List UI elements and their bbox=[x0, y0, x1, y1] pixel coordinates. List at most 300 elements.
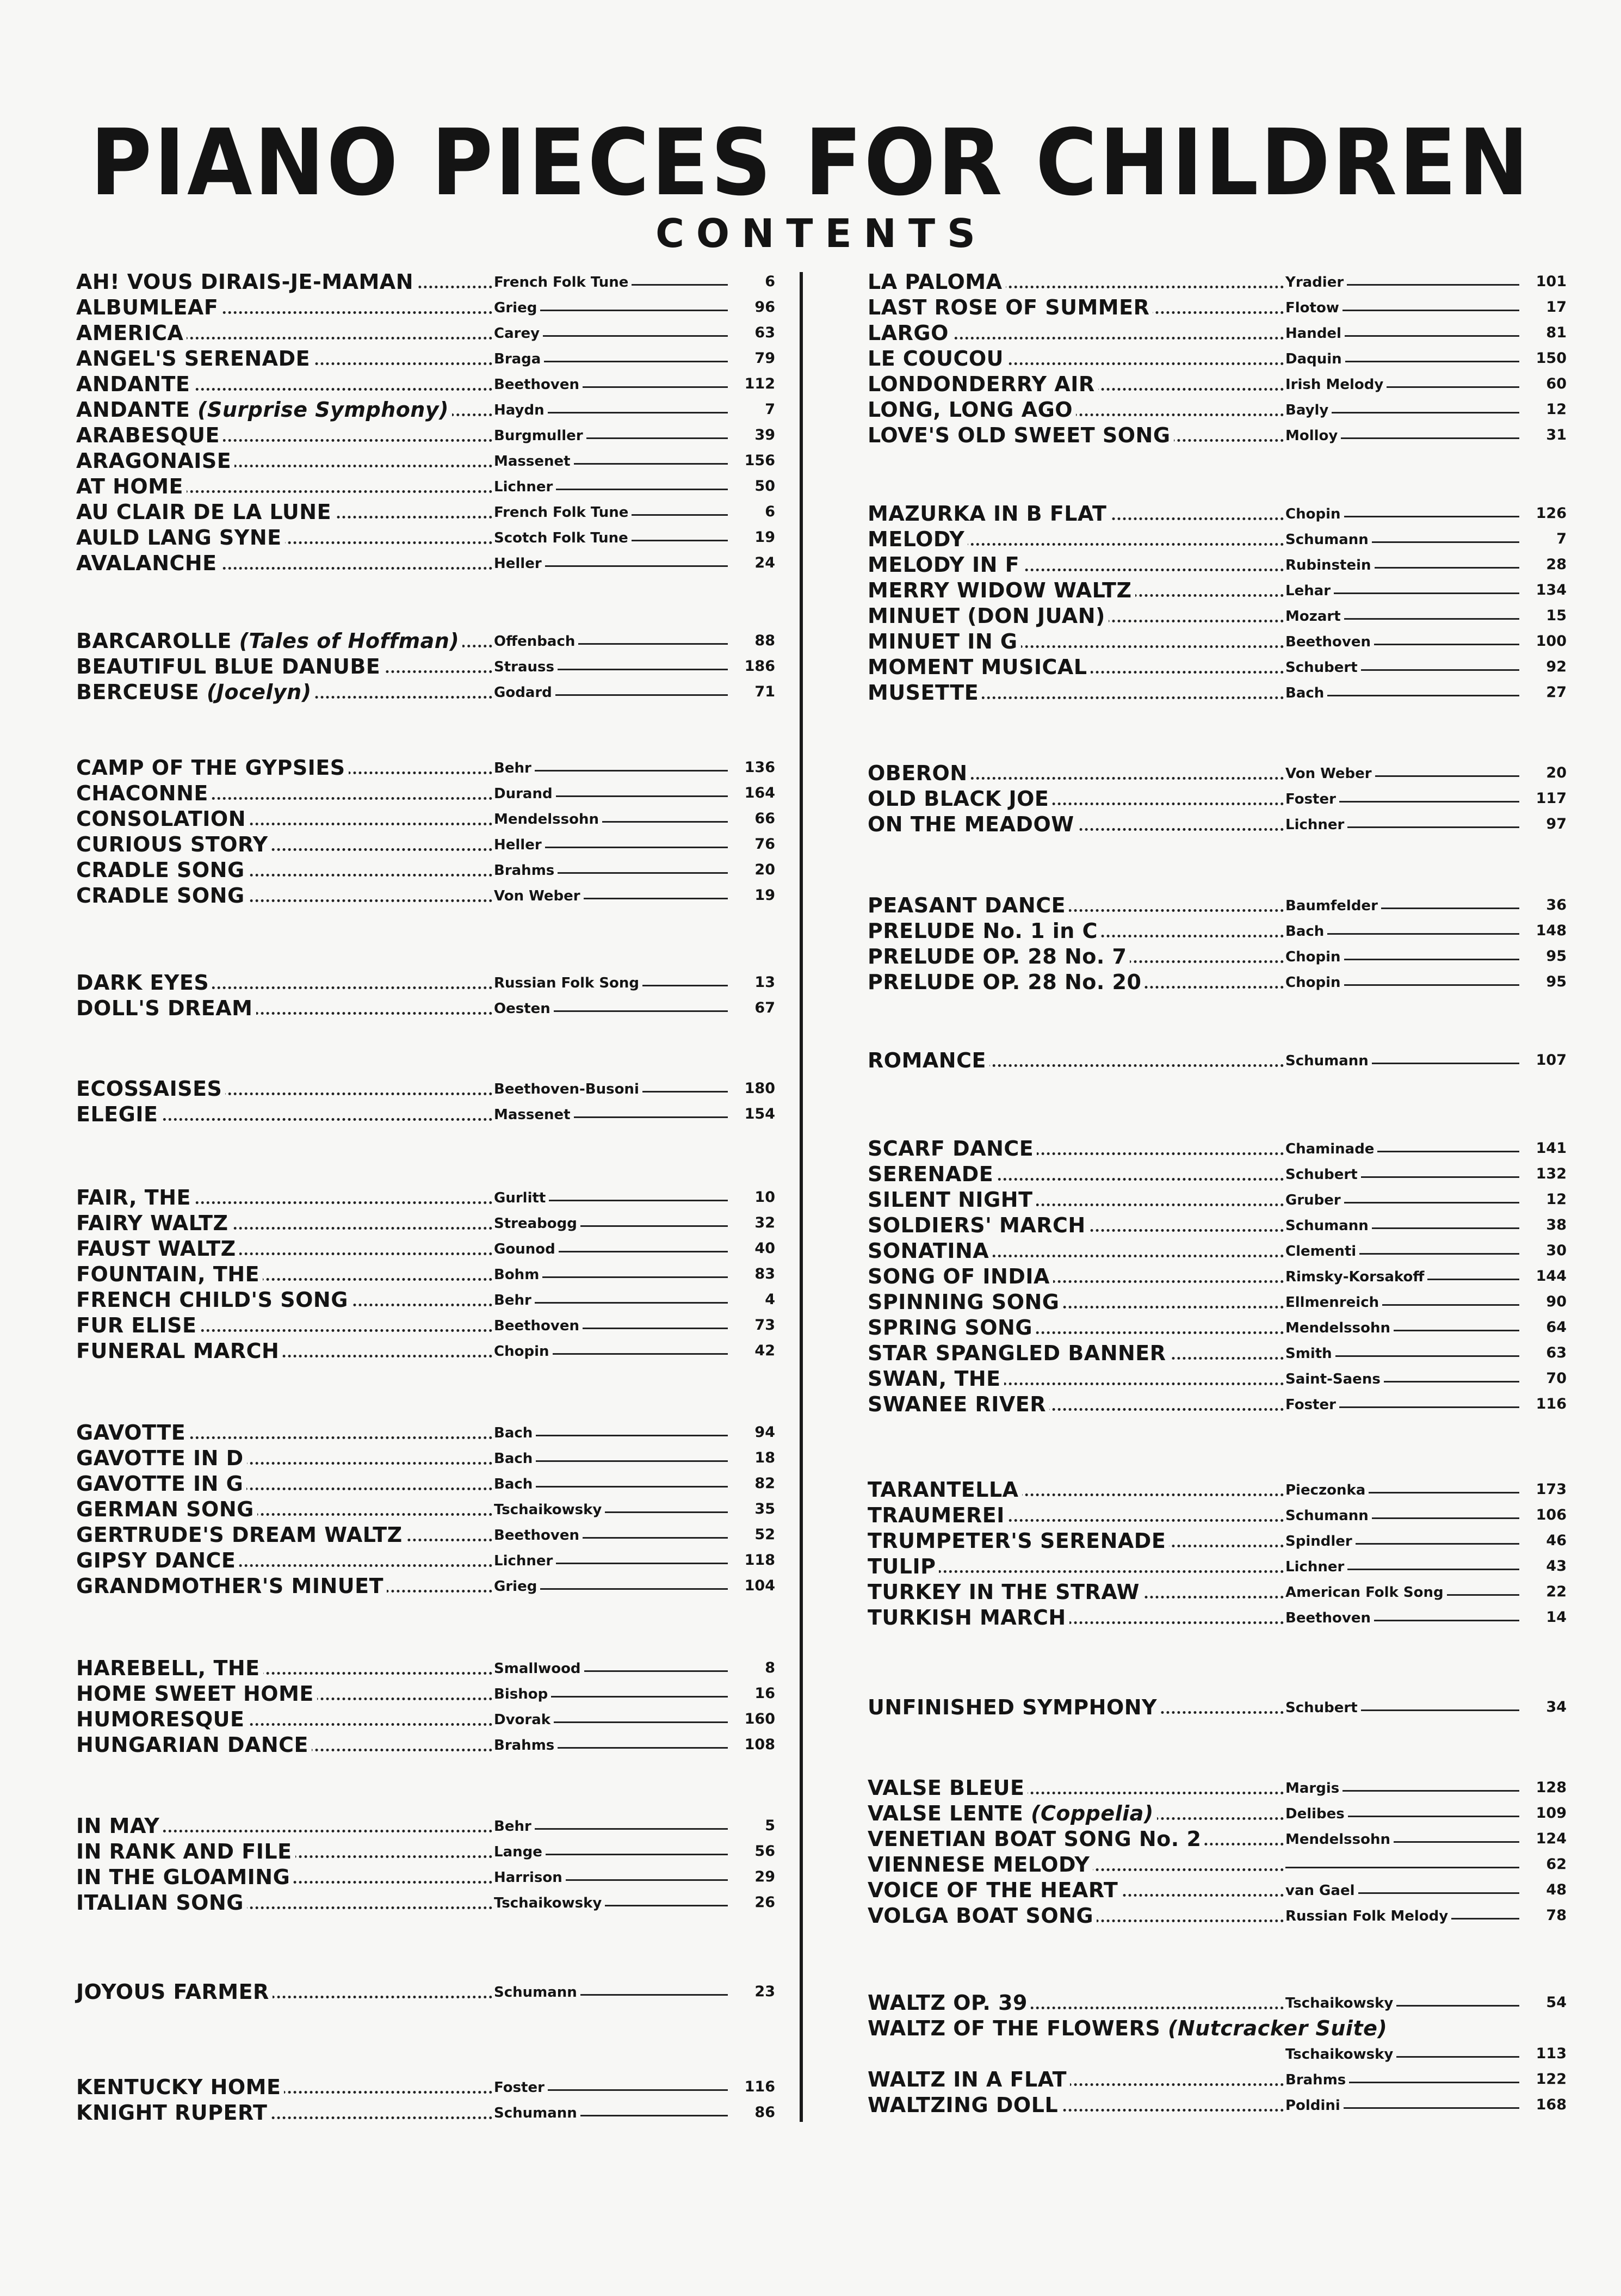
piece-title-text: FRENCH CHILD'S SONG bbox=[76, 1288, 348, 1312]
composer-name: Von Weber bbox=[1285, 766, 1375, 782]
piece-title bbox=[76, 832, 271, 856]
page-number: 112 bbox=[744, 375, 775, 392]
contents-entry bbox=[76, 472, 789, 498]
composer-name: Mendelssohn bbox=[494, 811, 602, 828]
contents-heading: CONTENTS bbox=[655, 211, 987, 256]
composer-name: Bach bbox=[494, 1476, 536, 1492]
contents-entry bbox=[76, 1286, 789, 1311]
piece-title-text: CRADLE SONG bbox=[76, 884, 245, 908]
contents-entry bbox=[868, 1211, 1580, 1237]
piece-title bbox=[868, 812, 1078, 836]
piece-title bbox=[76, 1980, 273, 2004]
contents-entry bbox=[76, 627, 789, 652]
composer-name: Schumann bbox=[494, 2105, 580, 2121]
contents-entry bbox=[76, 830, 789, 856]
piece-title bbox=[868, 655, 1091, 679]
page-number: 4 bbox=[765, 1291, 775, 1308]
page-number: 30 bbox=[1546, 1242, 1567, 1259]
piece-title-text: VOLGA BOAT SONG bbox=[868, 1904, 1094, 1928]
contents-entry bbox=[868, 1288, 1580, 1313]
contents-entry bbox=[868, 1365, 1580, 1390]
piece-title-text: ARAGONAISE bbox=[76, 449, 232, 473]
piece-title bbox=[868, 1392, 1049, 1416]
page-number: 56 bbox=[754, 1843, 775, 1860]
contents-group bbox=[868, 268, 1580, 447]
contents-entry bbox=[76, 498, 789, 523]
piece-title-text: FUNERAL MARCH bbox=[76, 1339, 280, 1363]
piece-title-text: MELODY IN F bbox=[868, 553, 1020, 577]
composer-name: Strauss bbox=[494, 659, 558, 675]
piece-title bbox=[76, 372, 193, 396]
composer-name: Molloy bbox=[1285, 428, 1341, 444]
piece-title-text: ANGEL'S SERENADE bbox=[76, 347, 311, 371]
piece-title-text: SPINNING SONG bbox=[868, 1290, 1060, 1314]
composer-name: Bach bbox=[1285, 685, 1327, 701]
contents-entry bbox=[868, 810, 1580, 836]
page-number: 136 bbox=[744, 759, 775, 776]
piece-title-text: SILENT NIGHT bbox=[868, 1188, 1033, 1212]
contents-entry bbox=[868, 1339, 1580, 1365]
composer-name: Massenet bbox=[494, 1107, 574, 1123]
composer-name: Heller bbox=[494, 837, 545, 853]
contents-entry bbox=[868, 1850, 1580, 1876]
piece-title-text: LARGO bbox=[868, 321, 949, 345]
composer-name: Ellmenreich bbox=[1285, 1294, 1382, 1311]
contents-entry bbox=[868, 1825, 1580, 1850]
piece-title bbox=[76, 295, 221, 319]
page-number: 50 bbox=[754, 478, 775, 495]
piece-title bbox=[76, 474, 187, 498]
page-number: 122 bbox=[1536, 2071, 1567, 2088]
piece-title-text: GERTRUDE'S DREAM WALTZ bbox=[76, 1523, 403, 1547]
page-number: 22 bbox=[1546, 1583, 1567, 1600]
contents-entry bbox=[76, 549, 789, 575]
page-number: 101 bbox=[1536, 273, 1567, 290]
page-number: 12 bbox=[1546, 1191, 1567, 1208]
piece-title bbox=[76, 1733, 312, 1757]
contents-entry bbox=[868, 396, 1580, 421]
composer-name: Tschaikowsky bbox=[1285, 1995, 1396, 2011]
piece-title bbox=[868, 1048, 989, 1072]
composer-name: Handel bbox=[1285, 325, 1345, 342]
contents-entry bbox=[868, 1134, 1580, 1160]
page-number: 20 bbox=[1546, 764, 1567, 781]
piece-title bbox=[76, 996, 256, 1020]
piece-title-text: VENETIAN BOAT SONG No. 2 bbox=[868, 1827, 1202, 1851]
composer-name: Behr bbox=[494, 1818, 535, 1835]
composer-name: Saint-Saens bbox=[1285, 1371, 1384, 1387]
composer-name: Smith bbox=[1285, 1345, 1335, 1362]
contents-entry bbox=[868, 1799, 1580, 1825]
composer-name: Schumann bbox=[1285, 1508, 1372, 1524]
contents-entry bbox=[868, 653, 1580, 678]
piece-title bbox=[868, 1503, 1008, 1527]
piece-title-text: CONSOLATION bbox=[76, 807, 246, 831]
contents-entry bbox=[868, 1046, 1580, 1072]
composer-name: Von Weber bbox=[494, 888, 584, 904]
contents-entry bbox=[76, 1863, 789, 1888]
contents-entry bbox=[868, 891, 1580, 917]
composer-name: Dvorak bbox=[494, 1712, 554, 1728]
piece-title bbox=[76, 1891, 247, 1915]
piece-title-text: SONG OF INDIA bbox=[868, 1264, 1050, 1288]
contents-group bbox=[76, 2073, 789, 2124]
page-number: 141 bbox=[1536, 1140, 1567, 1157]
page-number: 19 bbox=[754, 529, 775, 546]
composer-name: Tschaikowsky bbox=[1285, 2046, 1396, 2063]
page-number: 52 bbox=[754, 1526, 775, 1543]
contents-entry bbox=[76, 1260, 789, 1286]
contents-group bbox=[868, 1989, 1580, 2116]
page-number: 17 bbox=[1546, 299, 1567, 316]
composer-name: Scotch Folk Tune bbox=[494, 530, 632, 546]
piece-title-text: WALTZING DOLL bbox=[868, 2093, 1059, 2117]
composer-name: Schumann bbox=[494, 1984, 580, 2001]
page-number: 82 bbox=[754, 1475, 775, 1492]
piece-title-text: LAST ROSE OF SUMMER bbox=[868, 295, 1150, 319]
contents-entry bbox=[76, 1546, 789, 1572]
contents-entry bbox=[76, 805, 789, 830]
piece-title-text: ECOSSAISES bbox=[76, 1077, 222, 1101]
contents-entry bbox=[76, 1837, 789, 1863]
piece-title bbox=[76, 756, 349, 780]
piece-title-text: GAVOTTE bbox=[76, 1421, 186, 1445]
piece-title-text: OLD BLACK JOE bbox=[868, 787, 1049, 811]
contents-group bbox=[76, 268, 789, 575]
piece-title-text: BEAUTIFUL BLUE DANUBE bbox=[76, 655, 381, 678]
page-number: 34 bbox=[1546, 1699, 1567, 1715]
page-number: 63 bbox=[754, 324, 775, 341]
page-number: 62 bbox=[1546, 1856, 1567, 1873]
piece-title-text: LOVE'S OLD SWEET SONG bbox=[868, 423, 1171, 447]
contents-entry bbox=[868, 319, 1580, 344]
page-number: 79 bbox=[754, 350, 775, 367]
page-number: 83 bbox=[754, 1266, 775, 1282]
composer-name: Chopin bbox=[1285, 974, 1344, 991]
piece-title-text: WALTZ IN A FLAT bbox=[868, 2067, 1067, 2091]
piece-title bbox=[868, 1316, 1036, 1340]
piece-title bbox=[76, 1497, 257, 1521]
page-number: 76 bbox=[754, 836, 775, 853]
piece-title bbox=[868, 761, 971, 785]
page-number: 7 bbox=[765, 401, 775, 418]
piece-title bbox=[868, 398, 1076, 422]
composer-name: Lichner bbox=[1285, 1559, 1347, 1575]
composer-name: Bayly bbox=[1285, 402, 1332, 418]
piece-title bbox=[868, 1853, 1093, 1877]
composer-name: Haydn bbox=[494, 402, 548, 418]
piece-title bbox=[76, 1237, 239, 1261]
piece-title-text: KNIGHT RUPERT bbox=[76, 2101, 268, 2125]
piece-title bbox=[868, 1290, 1063, 1314]
page-number: 70 bbox=[1546, 1370, 1567, 1387]
piece-title-text: CURIOUS STORY bbox=[76, 832, 268, 856]
page-number: 26 bbox=[754, 1894, 775, 1911]
piece-title bbox=[868, 919, 1101, 943]
piece-title bbox=[868, 1162, 997, 1186]
contents-group bbox=[868, 891, 1580, 993]
piece-title-text: SOLDIERS' MARCH bbox=[868, 1213, 1086, 1237]
piece-title-text: IN MAY bbox=[76, 1814, 160, 1838]
page-number: 18 bbox=[754, 1449, 775, 1466]
piece-title bbox=[76, 1865, 293, 1889]
composer-name: Margis bbox=[1285, 1780, 1342, 1797]
page-number: 36 bbox=[1546, 897, 1567, 914]
composer-name: Delibes bbox=[1285, 1806, 1348, 1822]
page-number: 13 bbox=[754, 974, 775, 991]
composer-name: Burgmuller bbox=[494, 428, 586, 444]
contents-entry bbox=[76, 1495, 789, 1521]
contents-group bbox=[76, 627, 789, 703]
piece-title-text: FAIRY WALTZ bbox=[76, 1211, 228, 1235]
page-number: 78 bbox=[1546, 1907, 1567, 1924]
piece-title bbox=[76, 2101, 270, 2125]
composer-name: Beethoven-Busoni bbox=[494, 1081, 642, 1097]
page-number: 113 bbox=[1536, 2045, 1567, 2062]
piece-title-text: VIENNESE MELODY bbox=[868, 1853, 1090, 1877]
piece-title-text: LONG, LONG AGO bbox=[868, 398, 1073, 422]
contents-group bbox=[76, 754, 789, 907]
piece-title bbox=[868, 1991, 1031, 2015]
piece-title-text: VALSE LENTE bbox=[868, 1801, 1024, 1825]
piece-title bbox=[868, 321, 952, 345]
page-number: 15 bbox=[1546, 607, 1567, 624]
piece-title-text: BERCEUSE bbox=[76, 680, 200, 704]
piece-title bbox=[868, 2016, 1390, 2040]
piece-title bbox=[76, 398, 452, 422]
piece-title bbox=[76, 1077, 225, 1101]
composer-name: Lichner bbox=[494, 1553, 556, 1569]
contents-entry bbox=[868, 1902, 1580, 1927]
page-number: 95 bbox=[1546, 948, 1567, 965]
page-number: 150 bbox=[1536, 350, 1567, 367]
piece-title bbox=[868, 1264, 1053, 1288]
contents-entry bbox=[76, 1705, 789, 1731]
piece-title bbox=[76, 1313, 200, 1337]
piece-title bbox=[76, 1840, 295, 1863]
piece-title-text: PRELUDE No. 1 in C bbox=[868, 919, 1098, 943]
page-number: 86 bbox=[754, 2104, 775, 2121]
piece-title bbox=[868, 1580, 1143, 1604]
page-number: 5 bbox=[765, 1817, 775, 1834]
page-number: 128 bbox=[1536, 1779, 1567, 1796]
contents-entry bbox=[76, 754, 789, 779]
piece-title-text: HOME SWEET HOME bbox=[76, 1682, 314, 1706]
piece-title bbox=[76, 971, 212, 995]
contents-entry bbox=[76, 1209, 789, 1235]
page-number: 43 bbox=[1546, 1558, 1567, 1575]
page-number: 104 bbox=[744, 1577, 775, 1594]
contents-entry bbox=[76, 1075, 789, 1100]
piece-title-text: TARANTELLA bbox=[868, 1478, 1019, 1502]
contents-entry bbox=[76, 779, 789, 805]
contents-entry bbox=[868, 627, 1580, 653]
piece-title bbox=[868, 553, 1023, 577]
piece-title-text: FUR ELISE bbox=[76, 1313, 197, 1337]
page-number: 67 bbox=[754, 999, 775, 1016]
column-divider bbox=[800, 272, 803, 2122]
composer-name: Behr bbox=[494, 1292, 535, 1309]
piece-title-text: SCARF DANCE bbox=[868, 1137, 1034, 1161]
composer-name: Offenbach bbox=[494, 633, 578, 650]
piece-title-text: VALSE BLEUE bbox=[868, 1776, 1025, 1800]
piece-title bbox=[868, 604, 1109, 628]
page-number: 23 bbox=[754, 1983, 775, 2000]
piece-title-text: ANDANTE bbox=[76, 398, 190, 422]
composer-name: Heller bbox=[494, 556, 545, 572]
piece-title bbox=[76, 884, 248, 908]
piece-title-text: AH! VOUS DIRAIS-JE-MAMAN bbox=[76, 270, 414, 294]
composer-name: Chopin bbox=[494, 1343, 553, 1360]
contents-group bbox=[76, 1654, 789, 1756]
page-number: 8 bbox=[765, 1659, 775, 1676]
composer-name: Grieg bbox=[494, 300, 540, 316]
page-number: 168 bbox=[1536, 2096, 1567, 2113]
piece-title-text: TRAUMEREI bbox=[868, 1503, 1005, 1527]
contents-entry bbox=[76, 1183, 789, 1209]
contents-group bbox=[868, 1476, 1580, 1629]
contents-entry bbox=[76, 1100, 789, 1126]
contents-entry bbox=[868, 1693, 1580, 1719]
piece-title bbox=[76, 1523, 406, 1547]
page-number: 124 bbox=[1536, 1830, 1567, 1847]
piece-title bbox=[868, 1137, 1037, 1161]
piece-title-text: TURKEY IN THE STRAW bbox=[868, 1580, 1140, 1604]
piece-title-text: ROMANCE bbox=[868, 1048, 986, 1072]
contents-entry bbox=[76, 1888, 789, 1914]
piece-title-text: HUMORESQUE bbox=[76, 1707, 245, 1731]
page-number: 107 bbox=[1536, 1052, 1567, 1069]
contents-group bbox=[868, 1046, 1580, 1072]
piece-title bbox=[868, 1776, 1028, 1800]
composer-name: Bach bbox=[494, 1451, 536, 1467]
page-number: 81 bbox=[1546, 324, 1567, 341]
page-number: 148 bbox=[1536, 922, 1567, 939]
page-number: 29 bbox=[754, 1868, 775, 1885]
piece-title bbox=[868, 1827, 1204, 1851]
piece-title bbox=[868, 787, 1052, 811]
piece-title-text: GAVOTTE IN D bbox=[76, 1446, 244, 1470]
piece-title-text: SERENADE bbox=[868, 1162, 994, 1186]
contents-group bbox=[76, 1418, 789, 1597]
page-number: 60 bbox=[1546, 375, 1567, 392]
contents-entry bbox=[868, 576, 1580, 602]
piece-title bbox=[76, 655, 383, 678]
piece-title bbox=[868, 1606, 1069, 1630]
composer-name: Irish Melody bbox=[1285, 377, 1387, 393]
contents-entry bbox=[868, 1527, 1580, 1552]
page-number: 144 bbox=[1536, 1268, 1567, 1285]
piece-title-text: MERRY WIDOW WALTZ bbox=[868, 578, 1132, 602]
piece-title bbox=[76, 1186, 194, 1209]
composer-name: Schumann bbox=[1285, 532, 1372, 548]
contents-group bbox=[868, 1693, 1580, 1719]
contents-entry bbox=[76, 881, 789, 907]
piece-title bbox=[76, 1656, 263, 1680]
composer-name: Russian Folk Melody bbox=[1285, 1908, 1451, 1924]
piece-title bbox=[76, 423, 223, 447]
page-number: 48 bbox=[1546, 1881, 1567, 1898]
composer-name: Beethoven bbox=[1285, 1610, 1374, 1626]
piece-title-text: PRELUDE OP. 28 No. 7 bbox=[868, 945, 1127, 968]
contents-entry bbox=[868, 1501, 1580, 1527]
composer-name: Pieczonka bbox=[1285, 1482, 1369, 1498]
piece-title-text: TURKISH MARCH bbox=[868, 1606, 1066, 1630]
contents-entry bbox=[868, 759, 1580, 785]
contents-entry bbox=[868, 942, 1580, 968]
piece-title-note: (Coppelia) bbox=[1031, 1801, 1154, 1825]
composer-name: Clementi bbox=[1285, 1243, 1359, 1260]
composer-name: Chopin bbox=[1285, 506, 1344, 522]
page-number: 19 bbox=[754, 887, 775, 904]
composer-name: Streabogg bbox=[494, 1215, 580, 1232]
piece-title-text: CHACONNE bbox=[76, 781, 208, 805]
composer-name: Gurlitt bbox=[494, 1190, 549, 1206]
contents-group bbox=[868, 759, 1580, 836]
piece-title-text: MELODY bbox=[868, 527, 965, 551]
contents-group bbox=[76, 1978, 789, 2003]
composer-name: Bach bbox=[1285, 923, 1327, 940]
piece-title-text: FOUNTAIN, THE bbox=[76, 1262, 260, 1286]
piece-title-text: TRUMPETER'S SERENADE bbox=[868, 1529, 1166, 1553]
piece-title-text: LE COUCOU bbox=[868, 347, 1004, 371]
page-number: 94 bbox=[754, 1424, 775, 1441]
contents-entry bbox=[868, 678, 1580, 704]
contents-entry bbox=[76, 652, 789, 678]
contents-entry bbox=[76, 1572, 789, 1597]
contents-entry bbox=[868, 785, 1580, 810]
page-number: 160 bbox=[744, 1711, 775, 1727]
piece-title-text: ELEGIE bbox=[76, 1102, 158, 1126]
piece-title-text: LONDONDERRY AIR bbox=[868, 372, 1095, 396]
piece-title bbox=[868, 970, 1144, 994]
composer-name: Schubert bbox=[1285, 659, 1361, 676]
composer-name: Schubert bbox=[1285, 1700, 1361, 1716]
composer-name: Brahms bbox=[1285, 2072, 1349, 2088]
piece-title bbox=[76, 1574, 387, 1598]
piece-title bbox=[868, 2093, 1061, 2117]
piece-title bbox=[868, 1367, 1004, 1391]
piece-title bbox=[868, 295, 1153, 319]
composer-name: Tschaikowsky bbox=[494, 1502, 605, 1518]
contents-entry bbox=[868, 1313, 1580, 1339]
piece-title bbox=[76, 1421, 189, 1445]
contents-entry bbox=[76, 678, 789, 703]
page-number: 97 bbox=[1546, 816, 1567, 832]
piece-title-text: ANDANTE bbox=[76, 372, 190, 396]
page-number: 180 bbox=[744, 1080, 775, 1097]
composer-name: Bohm bbox=[494, 1267, 542, 1283]
contents-entry bbox=[868, 1552, 1580, 1578]
contents-entry bbox=[76, 2073, 789, 2099]
composer-name: Grieg bbox=[494, 1578, 540, 1595]
composer-name: Harrison bbox=[494, 1869, 566, 1886]
contents-entry bbox=[76, 1521, 789, 1546]
piece-title-text: IN RANK AND FILE bbox=[76, 1840, 292, 1863]
piece-title-text: MAZURKA IN B FLAT bbox=[868, 502, 1107, 526]
page-number: 28 bbox=[1546, 556, 1567, 573]
piece-title-text: VOICE OF THE HEART bbox=[868, 1878, 1118, 1902]
contents-group bbox=[868, 1134, 1580, 1416]
piece-title-note: (Nutcracker Suite) bbox=[1168, 2016, 1388, 2040]
composer-name: Daquin bbox=[1285, 351, 1345, 367]
contents-entry bbox=[76, 1680, 789, 1705]
page-number: 32 bbox=[754, 1214, 775, 1231]
contents-entry bbox=[868, 421, 1580, 447]
composer-name: Durand bbox=[494, 786, 556, 802]
piece-title bbox=[868, 1188, 1036, 1212]
contents-entry bbox=[76, 1731, 789, 1756]
